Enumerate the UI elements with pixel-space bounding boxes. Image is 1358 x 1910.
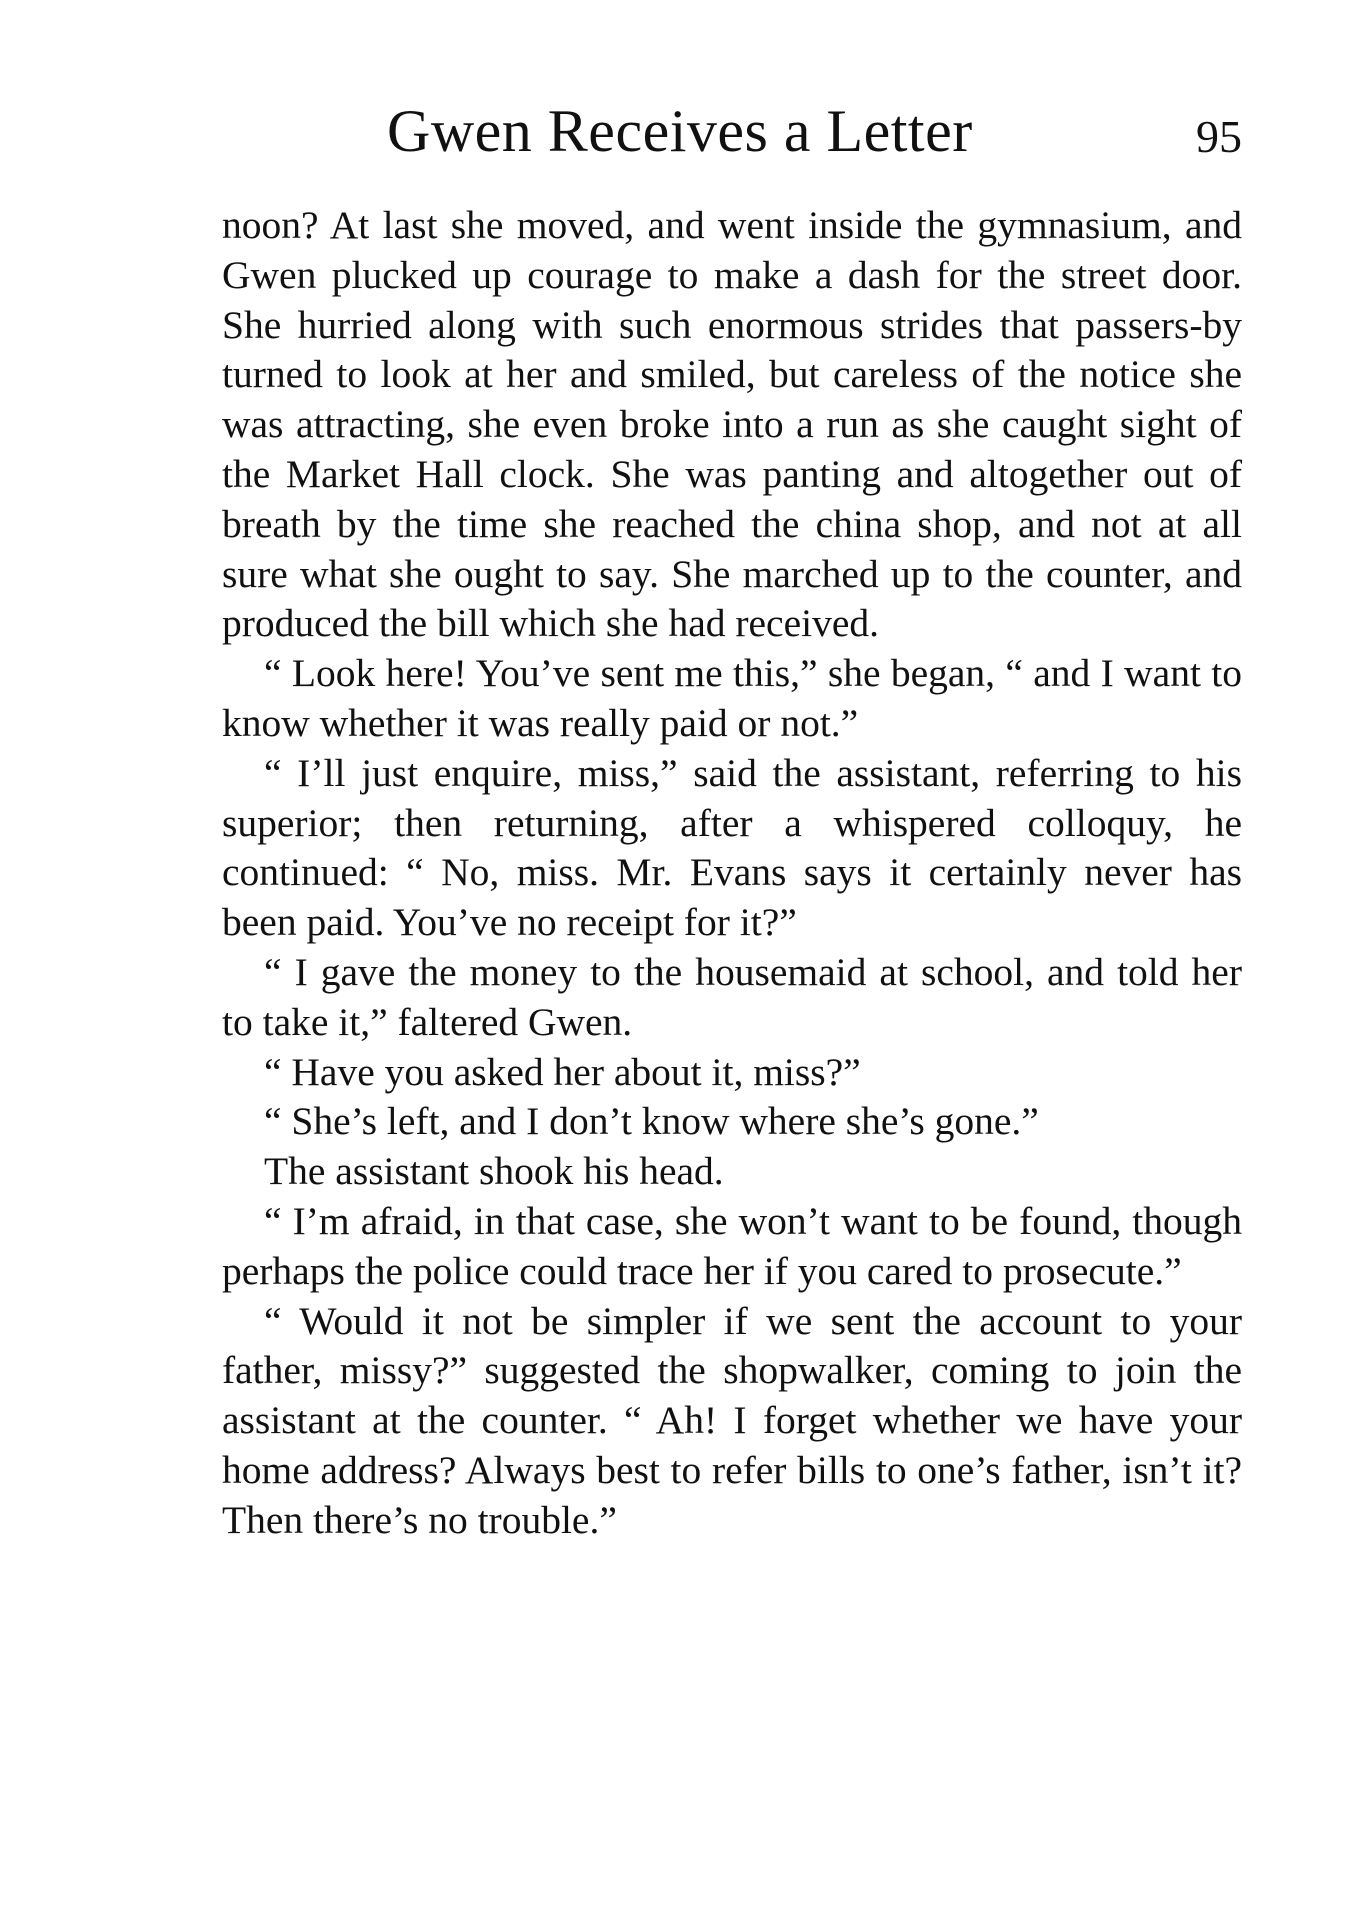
page-header [222, 96, 1242, 166]
page-number: 95 [1196, 111, 1242, 162]
paragraph: “ Have you asked her about it, miss?” [264, 1049, 861, 1094]
running-title: Gwen Receives a Letter [387, 98, 973, 164]
paragraph: “ Would it not be simpler if we sent the account to your father, missy?” suggested the shopwalker, coming to join the assistant at the counter. “ Ah! I forget whether we have your home address? Always best to refer bills to one’s father, isn’t it? Then there’s no trouble.” [222, 1298, 1242, 1542]
paragraph: “ I’ll just enquire, miss,” said the assistant, referring to his superior; then returning, after a whispered colloquy, he continued: “ No, miss. Mr. Evans says it certainly never has been paid. You’ve no receipt for it?” [222, 750, 1242, 945]
paragraph: “ I gave the money to the housemaid at school, and told her to take it,” faltered Gwen. [222, 949, 1242, 1044]
body-text [222, 201, 1242, 1546]
paragraph: “ She’s left, and I don’t know where she’s gone.” [264, 1099, 1039, 1144]
paragraph: “ Look here! You’ve sent me this,” she began, “ and I want to know whether it was really paid or not.” [222, 651, 1242, 745]
paragraph: “ I’m afraid, in that case, she won’t want to be found, though perhaps the police could trace her if you cared to prosecute.” [222, 1198, 1242, 1293]
paragraph: The assistant shook his head. [264, 1149, 724, 1194]
paragraph: noon? At last she moved, and went inside the gymnasium, and Gwen plucked up courage to make a dash for the street door. She hurried along with such enormous strides that passers-by turned to look at her and smiled, but careless of the notice she was attracting, she even broke into a run as she caught sight of the Market Hall clock. She was panting and altogether out of breath by the time she reached the china shop, and not at all sure what she ought to say. She marched up to the counter, and produced the bill which she had received. [222, 203, 1242, 646]
